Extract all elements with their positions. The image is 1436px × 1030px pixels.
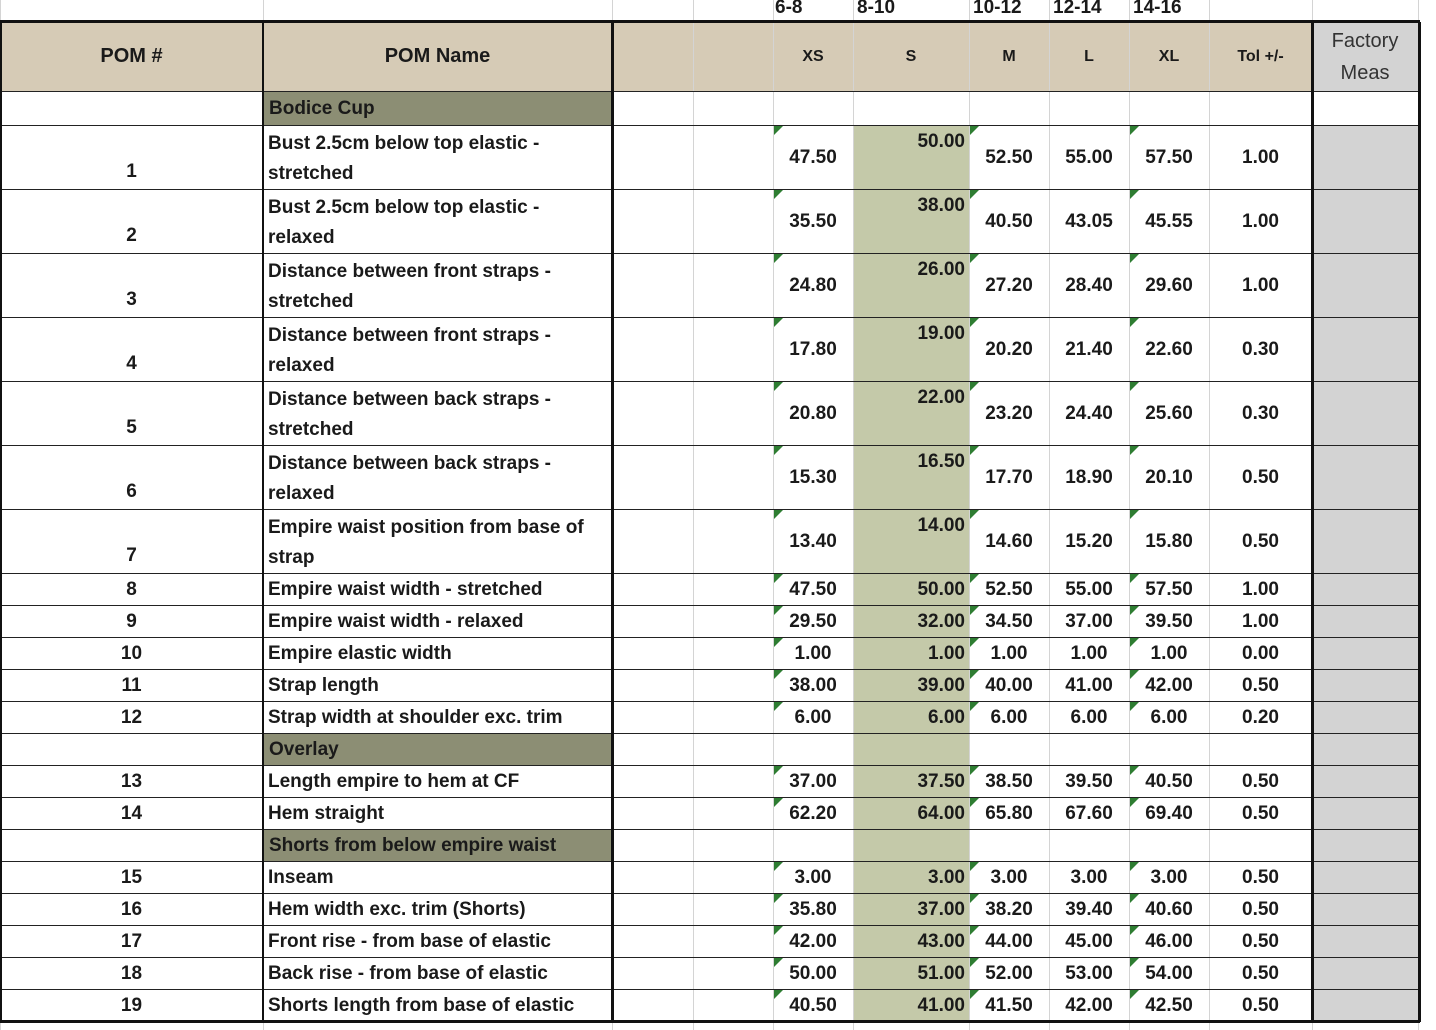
size-value[interactable]: 40.50	[985, 211, 1033, 232]
tolerance-value[interactable]: 0.50	[1242, 867, 1279, 888]
change-marker-icon	[970, 254, 979, 263]
tolerance-value[interactable]: 0.50	[1242, 899, 1279, 920]
pom-number[interactable]: 11	[121, 675, 142, 696]
pom-name-line2[interactable]: stretched	[268, 291, 354, 312]
factory-meas-input[interactable]	[1314, 318, 1418, 381]
size-value[interactable]: 39.40	[1065, 899, 1113, 920]
change-marker-icon	[970, 862, 979, 871]
size-value[interactable]: 42.00	[1145, 675, 1193, 696]
change-marker-icon	[774, 382, 783, 391]
size-value[interactable]: 15.80	[1145, 531, 1193, 552]
pom-number[interactable]: 13	[120, 771, 143, 792]
factory-meas-input[interactable]	[1314, 926, 1418, 957]
pom-name[interactable]: Empire elastic width	[268, 643, 452, 664]
size-value[interactable]: 39.50	[1065, 771, 1113, 792]
pom-name[interactable]: Empire waist width - stretched	[268, 579, 543, 600]
factory-meas-input[interactable]	[1314, 606, 1418, 637]
size-value[interactable]: 6.00	[794, 707, 832, 728]
tolerance-value[interactable]: 1.00	[1242, 579, 1279, 600]
change-marker-icon	[970, 766, 979, 775]
size-value[interactable]: 1.00	[794, 643, 832, 664]
change-marker-icon	[970, 894, 979, 903]
header-size-3[interactable]: L	[1084, 48, 1094, 65]
size-value[interactable]: 57.50	[1145, 147, 1193, 168]
size-value[interactable]: 47.50	[789, 147, 837, 168]
tolerance-value[interactable]: 1.00	[1242, 611, 1279, 632]
size-value[interactable]: 27.20	[985, 275, 1033, 296]
size-value[interactable]: 6.00	[1150, 707, 1188, 728]
size-value[interactable]: 35.50	[789, 211, 837, 232]
size-value[interactable]: 41.00	[1065, 675, 1113, 696]
change-marker-icon	[774, 190, 783, 199]
pom-number[interactable]: 3	[126, 289, 137, 310]
size-value[interactable]: 14.60	[985, 531, 1033, 552]
pom-name-line1[interactable]: Distance between back straps -	[268, 389, 551, 410]
change-marker-icon	[1130, 702, 1139, 711]
size-value-s[interactable]: 1.00	[928, 643, 965, 664]
pom-number[interactable]: 2	[126, 225, 137, 246]
pom-number[interactable]: 10	[120, 643, 143, 664]
size-value[interactable]: 55.00	[1065, 579, 1113, 600]
size-value[interactable]: 18.90	[1065, 467, 1113, 488]
size-value[interactable]: 29.50	[789, 611, 837, 632]
size-value-s[interactable]: 37.50	[917, 771, 965, 792]
size-value[interactable]: 43.05	[1065, 211, 1113, 232]
change-marker-icon	[774, 798, 783, 807]
pom-name-line2[interactable]: relaxed	[268, 227, 335, 248]
change-marker-icon	[970, 510, 979, 519]
change-marker-icon	[970, 798, 979, 807]
grid-vline	[693, 0, 694, 1030]
size-value-s[interactable]: 41.00	[917, 995, 965, 1016]
pom-number[interactable]: 15	[120, 867, 143, 888]
size-value[interactable]: 38.20	[985, 899, 1033, 920]
tolerance-value[interactable]: 0.20	[1242, 707, 1279, 728]
size-value[interactable]: 1.00	[1070, 643, 1108, 664]
size-value[interactable]: 65.80	[985, 803, 1033, 824]
change-marker-icon	[774, 446, 783, 455]
header-pom-num[interactable]: POM #	[100, 45, 163, 67]
factory-meas-input[interactable]	[1314, 446, 1418, 509]
pom-name-line2[interactable]: strap	[268, 547, 315, 568]
factory-meas-input[interactable]	[1314, 766, 1418, 797]
size-value-s[interactable]: 26.00	[917, 259, 965, 280]
size-value-s[interactable]: 38.00	[917, 195, 965, 216]
pom-name[interactable]: Hem straight	[268, 803, 385, 824]
size-value[interactable]: 28.40	[1065, 275, 1113, 296]
pom-name-line2[interactable]: relaxed	[268, 483, 335, 504]
factory-meas-input[interactable]	[1314, 126, 1418, 189]
change-marker-icon	[970, 318, 979, 327]
factory-cell	[1313, 734, 1418, 766]
tolerance-value[interactable]: 0.50	[1242, 931, 1279, 952]
pom-name[interactable]: Empire waist width - relaxed	[268, 611, 524, 632]
change-marker-icon	[970, 574, 979, 583]
change-marker-icon	[774, 958, 783, 967]
size-value[interactable]: 52.50	[985, 579, 1033, 600]
change-marker-icon	[774, 510, 783, 519]
size-value[interactable]: 37.00	[789, 771, 837, 792]
tolerance-value[interactable]: 1.00	[1242, 211, 1279, 232]
size-value[interactable]: 57.50	[1145, 579, 1193, 600]
size-value[interactable]: 42.00	[789, 931, 837, 952]
factory-meas-input[interactable]	[1314, 574, 1418, 605]
size-value[interactable]: 40.50	[1145, 771, 1193, 792]
change-marker-icon	[774, 574, 783, 583]
size-range-label[interactable]: 8-10	[857, 0, 896, 18]
change-marker-icon	[1130, 510, 1139, 519]
size-value[interactable]: 53.00	[1065, 963, 1113, 984]
section-title[interactable]: Bodice Cup	[269, 98, 375, 119]
factory-meas-input[interactable]	[1314, 894, 1418, 925]
change-marker-icon	[1130, 638, 1139, 647]
size-value-s[interactable]: 16.50	[917, 451, 965, 472]
size-value[interactable]: 15.30	[789, 467, 837, 488]
change-marker-icon	[1130, 382, 1139, 391]
size-range-label[interactable]: 12-14	[1053, 0, 1102, 18]
change-marker-icon	[1130, 862, 1139, 871]
tolerance-value[interactable]: 1.00	[1242, 275, 1279, 296]
size-value[interactable]: 15.20	[1065, 531, 1113, 552]
change-marker-icon	[774, 126, 783, 135]
header-tol[interactable]: Tol +/-	[1237, 48, 1284, 65]
size-value[interactable]: 1.00	[1150, 643, 1188, 664]
tolerance-value[interactable]: 1.00	[1242, 147, 1279, 168]
size-value[interactable]: 40.00	[985, 675, 1033, 696]
size-value-s[interactable]: 50.00	[917, 131, 965, 152]
header-factory-1[interactable]: Factory	[1331, 30, 1399, 52]
tolerance-value[interactable]: 0.30	[1242, 403, 1279, 424]
pom-name[interactable]: Strap length	[268, 675, 379, 696]
tolerance-value[interactable]: 0.50	[1242, 531, 1279, 552]
change-marker-icon	[970, 670, 979, 679]
pom-number[interactable]: 1	[126, 161, 137, 182]
factory-meas-input[interactable]	[1314, 510, 1418, 573]
size-value[interactable]: 17.80	[789, 339, 837, 360]
change-marker-icon	[774, 670, 783, 679]
change-marker-icon	[970, 926, 979, 935]
pom-name-line2[interactable]: relaxed	[268, 355, 335, 376]
change-marker-icon	[970, 382, 979, 391]
header-pom-name[interactable]: POM Name	[384, 45, 491, 67]
size-value[interactable]: 44.00	[985, 931, 1033, 952]
change-marker-icon	[970, 190, 979, 199]
size-value[interactable]: 1.00	[990, 643, 1028, 664]
pom-number[interactable]: 18	[120, 963, 143, 984]
size-value[interactable]: 46.00	[1145, 931, 1193, 952]
pom-name-line1[interactable]: Distance between front straps -	[268, 325, 551, 346]
pom-name-line2[interactable]: stretched	[268, 163, 354, 184]
pom-number[interactable]: 12	[120, 707, 143, 728]
size-value[interactable]: 62.20	[789, 803, 837, 824]
change-marker-icon	[1130, 798, 1139, 807]
size-value[interactable]: 24.80	[789, 275, 837, 296]
change-marker-icon	[774, 254, 783, 263]
change-marker-icon	[774, 606, 783, 615]
header-factory-2[interactable]: Meas	[1340, 62, 1390, 84]
pom-name-line1[interactable]: Distance between back straps -	[268, 453, 551, 474]
size-value[interactable]: 38.50	[985, 771, 1033, 792]
change-marker-icon	[774, 766, 783, 775]
size-value[interactable]: 55.00	[1065, 147, 1113, 168]
factory-meas-input[interactable]	[1314, 958, 1418, 989]
change-marker-icon	[1130, 894, 1139, 903]
size-value[interactable]: 22.60	[1145, 339, 1193, 360]
pom-name[interactable]: Length empire to hem at CF	[268, 771, 520, 792]
change-marker-icon	[774, 638, 783, 647]
size-value-s[interactable]: 6.00	[928, 707, 965, 728]
tolerance-value[interactable]: 0.50	[1242, 995, 1279, 1016]
size-value[interactable]: 41.50	[985, 995, 1033, 1016]
change-marker-icon	[1130, 670, 1139, 679]
change-marker-icon	[1130, 126, 1139, 135]
change-marker-icon	[970, 702, 979, 711]
change-marker-icon	[774, 862, 783, 871]
change-marker-icon	[970, 958, 979, 967]
change-marker-icon	[1130, 926, 1139, 935]
size-value-s[interactable]: 50.00	[917, 579, 965, 600]
size-value[interactable]: 25.60	[1145, 403, 1193, 424]
size-value-s[interactable]: 22.00	[917, 387, 965, 408]
size-value[interactable]: 40.50	[789, 995, 837, 1016]
size-value[interactable]: 69.40	[1145, 803, 1193, 824]
size-value-s[interactable]: 43.00	[917, 931, 965, 952]
factory-meas-input[interactable]	[1314, 382, 1418, 445]
size-value[interactable]: 24.40	[1065, 403, 1113, 424]
change-marker-icon	[774, 318, 783, 327]
pom-name-line1[interactable]: Bust 2.5cm below top elastic -	[268, 197, 540, 218]
size-value-s[interactable]: 14.00	[917, 515, 965, 536]
factory-meas-input[interactable]	[1314, 638, 1418, 669]
change-marker-icon	[970, 990, 979, 999]
size-s-cell-bg	[853, 734, 969, 766]
pom-number[interactable]: 14	[120, 803, 143, 824]
size-value-s[interactable]: 39.00	[917, 675, 965, 696]
change-marker-icon	[774, 926, 783, 935]
size-value-s[interactable]: 19.00	[917, 323, 965, 344]
change-marker-icon	[970, 638, 979, 647]
change-marker-icon	[774, 894, 783, 903]
pom-number[interactable]: 8	[126, 579, 137, 600]
size-value[interactable]: 6.00	[990, 707, 1028, 728]
header-size-4[interactable]: XL	[1158, 48, 1180, 65]
size-value[interactable]: 39.50	[1145, 611, 1193, 632]
size-range-label[interactable]: 6-8	[775, 0, 803, 18]
change-marker-icon	[1130, 254, 1139, 263]
section-title[interactable]: Shorts from below empire waist	[269, 835, 557, 856]
factory-meas-input[interactable]	[1314, 798, 1418, 829]
section-title[interactable]: Overlay	[269, 739, 339, 760]
pom-number[interactable]: 9	[126, 611, 137, 632]
factory-meas-input[interactable]	[1314, 702, 1418, 733]
pom-name-line1[interactable]: Bust 2.5cm below top elastic -	[268, 133, 540, 154]
tolerance-value[interactable]: 0.50	[1242, 803, 1279, 824]
size-value[interactable]: 50.00	[789, 963, 837, 984]
size-value-s[interactable]: 3.00	[928, 867, 965, 888]
size-value[interactable]: 3.00	[794, 867, 832, 888]
pom-name[interactable]: Shorts length from base of elastic	[268, 995, 575, 1016]
size-value-s[interactable]: 32.00	[917, 611, 965, 632]
change-marker-icon	[1130, 318, 1139, 327]
pom-number[interactable]: 5	[126, 417, 137, 438]
size-value[interactable]: 45.00	[1065, 931, 1113, 952]
pom-number[interactable]: 7	[126, 545, 137, 566]
factory-meas-input[interactable]	[1314, 670, 1418, 701]
size-value[interactable]: 23.20	[985, 403, 1033, 424]
pom-name[interactable]: Strap width at shoulder exc. trim	[268, 707, 563, 728]
tolerance-value[interactable]: 0.50	[1242, 963, 1279, 984]
size-value[interactable]: 13.40	[789, 531, 837, 552]
change-marker-icon	[1130, 766, 1139, 775]
change-marker-icon	[970, 446, 979, 455]
pom-number[interactable]: 17	[120, 931, 143, 952]
size-value[interactable]: 38.00	[789, 675, 837, 696]
factory-meas-input[interactable]	[1314, 862, 1418, 893]
size-range-label[interactable]: 10-12	[973, 0, 1022, 18]
pom-number[interactable]: 19	[120, 995, 143, 1016]
tolerance-value[interactable]: 0.00	[1242, 643, 1279, 664]
change-marker-icon	[1130, 190, 1139, 199]
change-marker-icon	[774, 990, 783, 999]
size-value[interactable]: 6.00	[1070, 707, 1108, 728]
size-value[interactable]: 29.60	[1145, 275, 1193, 296]
factory-cell	[1313, 830, 1418, 862]
pom-number[interactable]: 4	[126, 353, 137, 374]
col-thick-right-factory	[1418, 22, 1421, 1022]
size-value[interactable]: 45.55	[1145, 211, 1193, 232]
size-value[interactable]: 42.00	[1065, 995, 1113, 1016]
tolerance-value[interactable]: 0.50	[1242, 771, 1279, 792]
size-value[interactable]: 17.70	[985, 467, 1033, 488]
col-thick-right-name	[611, 22, 614, 1022]
size-value[interactable]: 52.50	[985, 147, 1033, 168]
header-size-0[interactable]: XS	[802, 48, 824, 65]
size-value[interactable]: 35.80	[789, 899, 837, 920]
tolerance-value[interactable]: 0.50	[1242, 675, 1279, 696]
change-marker-icon	[970, 126, 979, 135]
size-value-s[interactable]: 51.00	[917, 963, 965, 984]
change-marker-icon	[970, 606, 979, 615]
size-value[interactable]: 47.50	[789, 579, 837, 600]
size-range-label[interactable]: 14-16	[1133, 0, 1182, 18]
pom-name[interactable]: Back rise - from base of elastic	[268, 963, 548, 984]
change-marker-icon	[1130, 606, 1139, 615]
factory-meas-input[interactable]	[1314, 254, 1418, 317]
pom-name[interactable]: Front rise - from base of elastic	[268, 931, 551, 952]
pom-name[interactable]: Inseam	[268, 867, 334, 888]
header-bottom-line	[0, 91, 1418, 92]
size-value[interactable]: 20.20	[985, 339, 1033, 360]
size-value[interactable]: 20.80	[789, 403, 837, 424]
tolerance-value[interactable]: 0.30	[1242, 339, 1279, 360]
size-value[interactable]: 21.40	[1065, 339, 1113, 360]
header-size-2[interactable]: M	[1002, 48, 1016, 65]
change-marker-icon	[1130, 446, 1139, 455]
change-marker-icon	[1130, 574, 1139, 583]
change-marker-icon	[1130, 990, 1139, 999]
size-value[interactable]: 34.50	[985, 611, 1033, 632]
change-marker-icon	[774, 702, 783, 711]
pom-name-line1[interactable]: Empire waist position from base of	[268, 517, 584, 538]
size-value[interactable]: 3.00	[990, 867, 1028, 888]
change-marker-icon	[1130, 958, 1139, 967]
tolerance-value[interactable]: 0.50	[1242, 467, 1279, 488]
size-value[interactable]: 54.00	[1145, 963, 1193, 984]
size-value[interactable]: 42.50	[1145, 995, 1193, 1016]
pom-name-line1[interactable]: Distance between front straps -	[268, 261, 551, 282]
size-value[interactable]: 37.00	[1065, 611, 1113, 632]
factory-meas-input[interactable]	[1314, 990, 1418, 1021]
pom-number[interactable]: 6	[126, 481, 137, 502]
size-value-s[interactable]: 37.00	[917, 899, 965, 920]
size-s-cell-bg	[853, 830, 969, 862]
header-size-1[interactable]: S	[905, 48, 917, 65]
size-value[interactable]: 52.00	[985, 963, 1033, 984]
size-value[interactable]: 3.00	[1070, 867, 1108, 888]
size-value[interactable]: 40.60	[1145, 899, 1193, 920]
pom-name[interactable]: Hem width exc. trim (Shorts)	[268, 899, 526, 920]
size-value[interactable]: 67.60	[1065, 803, 1113, 824]
size-value[interactable]: 3.00	[1150, 867, 1188, 888]
factory-meas-input[interactable]	[1314, 190, 1418, 253]
pom-number[interactable]: 16	[120, 899, 143, 920]
size-value-s[interactable]: 64.00	[917, 803, 965, 824]
size-value[interactable]: 20.10	[1145, 467, 1193, 488]
pom-name-line2[interactable]: stretched	[268, 419, 354, 440]
